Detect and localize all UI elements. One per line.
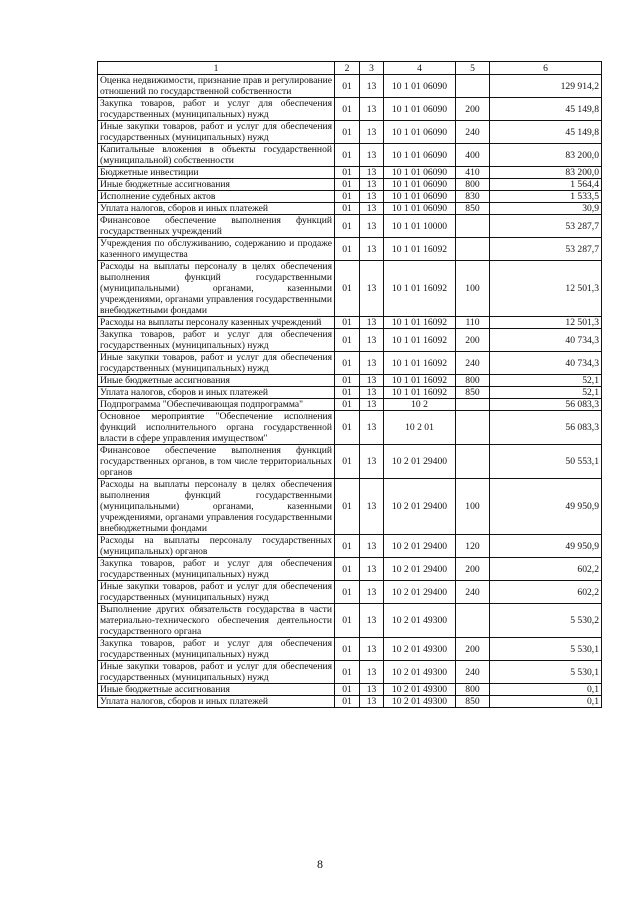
- expense-type-code: 800: [456, 375, 490, 387]
- expense-type-code: 100: [456, 479, 490, 535]
- expense-name: Расходы на выплаты персоналу в целях обеспечения выполнения функций государственными (муниципальными) органами, казенными учреждениями, органами управления государственными внебюджетными фондами: [98, 261, 335, 317]
- header-cell: 5: [456, 62, 490, 75]
- expense-name: Иные закупки товаров, работ и услуг для обеспечения государственных (муниципальных) нужд: [98, 121, 335, 144]
- subsection-code: 13: [360, 399, 384, 411]
- table-row: [98, 696, 602, 708]
- table-row: [98, 604, 602, 638]
- expense-type-code: 110: [456, 317, 490, 329]
- amount: 1 533,5: [490, 191, 602, 203]
- table-row: [98, 479, 602, 535]
- subsection-code: 13: [360, 661, 384, 684]
- expense-name: Уплата налогов, сборов и иных платежей: [98, 387, 335, 399]
- table-row: [98, 144, 602, 167]
- amount: 45 149,8: [490, 98, 602, 121]
- subsection-code: 13: [360, 179, 384, 191]
- expense-type-code: 830: [456, 191, 490, 203]
- section-code: 01: [335, 203, 360, 215]
- expense-name: Учреждения по обслуживанию, содержанию и продаже казенного имущества: [98, 238, 335, 261]
- table-row: [98, 261, 602, 317]
- target-article-code: 10 1 01 06090: [384, 191, 456, 203]
- target-article-code: 10 1 01 06090: [384, 144, 456, 167]
- expense-name: Бюджетные инвестиции: [98, 167, 335, 179]
- section-code: 01: [335, 375, 360, 387]
- section-code: 01: [335, 581, 360, 604]
- table-row: [98, 445, 602, 479]
- amount: 12 501,3: [490, 317, 602, 329]
- expense-name: Основное мероприятие "Обеспечение исполнения функций исполнительного органа государственной власти в сфере управления имуществом": [98, 411, 335, 445]
- expense-type-code: 240: [456, 581, 490, 604]
- amount: 53 287,7: [490, 238, 602, 261]
- expense-type-code: 200: [456, 98, 490, 121]
- table-row: [98, 558, 602, 581]
- table-row: [98, 203, 602, 215]
- amount: 52,1: [490, 387, 602, 399]
- table-row: [98, 191, 602, 203]
- expense-name: Исполнение судебных актов: [98, 191, 335, 203]
- subsection-code: 13: [360, 261, 384, 317]
- subsection-code: 13: [360, 684, 384, 696]
- amount: 30,9: [490, 203, 602, 215]
- expense-name: Закупка товаров, работ и услуг для обеспечения государственных (муниципальных) нужд: [98, 638, 335, 661]
- expense-name: Иные закупки товаров, работ и услуг для обеспечения государственных (муниципальных) нужд: [98, 352, 335, 375]
- subsection-code: 13: [360, 317, 384, 329]
- expense-name: Уплата налогов, сборов и иных платежей: [98, 696, 335, 708]
- expense-type-code: [456, 411, 490, 445]
- subsection-code: 13: [360, 144, 384, 167]
- expense-type-code: 240: [456, 121, 490, 144]
- section-code: 01: [335, 329, 360, 352]
- amount: 129 914,2: [490, 75, 602, 98]
- page-number: 8: [317, 857, 323, 871]
- amount: 52,1: [490, 375, 602, 387]
- section-code: 01: [335, 445, 360, 479]
- target-article-code: 10 1 01 06090: [384, 203, 456, 215]
- expense-name: Капитальные вложения в объекты государственной (муниципальной) собственности: [98, 144, 335, 167]
- amount: 56 083,3: [490, 411, 602, 445]
- target-article-code: 10 2: [384, 399, 456, 411]
- expense-name: Расходы на выплаты персоналу казенных учреждений: [98, 317, 335, 329]
- subsection-code: 13: [360, 411, 384, 445]
- section-code: 01: [335, 535, 360, 558]
- expense-type-code: 850: [456, 696, 490, 708]
- table-row: [98, 638, 602, 661]
- amount: 602,2: [490, 558, 602, 581]
- subsection-code: 13: [360, 75, 384, 98]
- section-code: 01: [335, 75, 360, 98]
- expense-type-code: [456, 604, 490, 638]
- table-row: [98, 535, 602, 558]
- budget-table: [97, 61, 602, 708]
- subsection-code: 13: [360, 215, 384, 238]
- section-code: 01: [335, 411, 360, 445]
- table-row: [98, 329, 602, 352]
- expense-name: Оценка недвижимости, признание прав и регулирование отношений по государственной собственности: [98, 75, 335, 98]
- expense-type-code: [456, 215, 490, 238]
- section-code: 01: [335, 121, 360, 144]
- section-code: 01: [335, 696, 360, 708]
- amount: 5 530,1: [490, 638, 602, 661]
- table-row: [98, 661, 602, 684]
- section-code: 01: [335, 98, 360, 121]
- target-article-code: 10 1 01 16092: [384, 238, 456, 261]
- table-row: [98, 179, 602, 191]
- expense-type-code: [456, 445, 490, 479]
- subsection-code: 13: [360, 329, 384, 352]
- amount: 53 287,7: [490, 215, 602, 238]
- amount: 0,1: [490, 696, 602, 708]
- subsection-code: 13: [360, 121, 384, 144]
- expense-type-code: 850: [456, 387, 490, 399]
- expense-name: Расходы на выплаты персоналу в целях обеспечения выполнения функций государственными (муниципальными) органами, казенными учреждениями, органами управления государственными внебюджетными фондами: [98, 479, 335, 535]
- header-cell: 6: [490, 62, 602, 75]
- section-code: 01: [335, 479, 360, 535]
- header-cell: 2: [335, 62, 360, 75]
- target-article-code: 10 1 01 16092: [384, 317, 456, 329]
- section-code: 01: [335, 352, 360, 375]
- target-article-code: 10 1 01 06090: [384, 179, 456, 191]
- section-code: 01: [335, 387, 360, 399]
- amount: 602,2: [490, 581, 602, 604]
- target-article-code: 10 2 01 29400: [384, 581, 456, 604]
- table-row: [98, 238, 602, 261]
- table-row: [98, 215, 602, 238]
- target-article-code: 10 2 01 29400: [384, 535, 456, 558]
- header-cell: 4: [384, 62, 456, 75]
- section-code: 01: [335, 261, 360, 317]
- amount: 50 553,1: [490, 445, 602, 479]
- expense-type-code: 100: [456, 261, 490, 317]
- section-code: 01: [335, 638, 360, 661]
- expense-type-code: 200: [456, 329, 490, 352]
- expense-name: Закупка товаров, работ и услуг для обеспечения государственных (муниципальных) нужд: [98, 98, 335, 121]
- target-article-code: 10 2 01 49300: [384, 696, 456, 708]
- expense-type-code: [456, 238, 490, 261]
- section-code: 01: [335, 144, 360, 167]
- table-row: [98, 352, 602, 375]
- subsection-code: 13: [360, 238, 384, 261]
- table-row: [98, 399, 602, 411]
- target-article-code: 10 1 01 16092: [384, 261, 456, 317]
- expense-name: Иные бюджетные ассигнования: [98, 179, 335, 191]
- table-row: [98, 121, 602, 144]
- target-article-code: 10 2 01 49300: [384, 604, 456, 638]
- expense-type-code: 120: [456, 535, 490, 558]
- expense-name: Иные закупки товаров, работ и услуг для обеспечения государственных (муниципальных) нужд: [98, 581, 335, 604]
- target-article-code: 10 1 01 06090: [384, 75, 456, 98]
- expense-type-code: 200: [456, 558, 490, 581]
- amount: 12 501,3: [490, 261, 602, 317]
- target-article-code: 10 1 01 16092: [384, 352, 456, 375]
- target-article-code: 10 1 01 16092: [384, 329, 456, 352]
- amount: 1 564,4: [490, 179, 602, 191]
- amount: 83 200,0: [490, 144, 602, 167]
- table-row: [98, 581, 602, 604]
- expense-name: Выполнение других обязательств государства в части материально-технического обеспечения деятельности государственного органа: [98, 604, 335, 638]
- expense-name: Иные закупки товаров, работ и услуг для обеспечения государственных (муниципальных) нужд: [98, 661, 335, 684]
- table-row: [98, 75, 602, 98]
- expense-type-code: [456, 75, 490, 98]
- subsection-code: 13: [360, 191, 384, 203]
- table-row: [98, 375, 602, 387]
- subsection-code: 13: [360, 98, 384, 121]
- target-article-code: 10 1 01 06090: [384, 121, 456, 144]
- expense-name: Уплата налогов, сборов и иных платежей: [98, 203, 335, 215]
- expense-type-code: 410: [456, 167, 490, 179]
- expense-type-code: 800: [456, 179, 490, 191]
- table-row: [98, 387, 602, 399]
- target-article-code: 10 2 01 29400: [384, 445, 456, 479]
- subsection-code: 13: [360, 445, 384, 479]
- section-code: 01: [335, 684, 360, 696]
- section-code: 01: [335, 317, 360, 329]
- section-code: 01: [335, 399, 360, 411]
- table-row: [98, 684, 602, 696]
- subsection-code: 13: [360, 167, 384, 179]
- subsection-code: 13: [360, 581, 384, 604]
- subsection-code: 13: [360, 479, 384, 535]
- amount: 83 200,0: [490, 167, 602, 179]
- header-row: [98, 62, 602, 75]
- target-article-code: 10 1 01 06090: [384, 167, 456, 179]
- target-article-code: 10 2 01 49300: [384, 638, 456, 661]
- amount: 45 149,8: [490, 121, 602, 144]
- table-row: [98, 167, 602, 179]
- section-code: 01: [335, 238, 360, 261]
- target-article-code: 10 1 01 10000: [384, 215, 456, 238]
- expense-name: Закупка товаров, работ и услуг для обеспечения государственных (муниципальных) нужд: [98, 329, 335, 352]
- amount: 40 734,3: [490, 352, 602, 375]
- section-code: 01: [335, 558, 360, 581]
- target-article-code: 10 1 01 16092: [384, 375, 456, 387]
- amount: 5 530,1: [490, 661, 602, 684]
- section-code: 01: [335, 215, 360, 238]
- subsection-code: 13: [360, 638, 384, 661]
- expense-name: Иные бюджетные ассигнования: [98, 375, 335, 387]
- expense-name: Иные бюджетные ассигнования: [98, 684, 335, 696]
- target-article-code: 10 1 01 06090: [384, 98, 456, 121]
- header-cell: 1: [98, 62, 335, 75]
- table-row: [98, 317, 602, 329]
- expense-type-code: [456, 399, 490, 411]
- expense-type-code: 200: [456, 638, 490, 661]
- expense-name: Подпрограмма "Обеспечивающая подпрограмма": [98, 399, 335, 411]
- target-article-code: 10 2 01 49300: [384, 684, 456, 696]
- subsection-code: 13: [360, 203, 384, 215]
- amount: 56 083,3: [490, 399, 602, 411]
- subsection-code: 13: [360, 387, 384, 399]
- subsection-code: 13: [360, 535, 384, 558]
- expense-name: Расходы на выплаты персоналу государственных (муниципальных) органов: [98, 535, 335, 558]
- section-code: 01: [335, 191, 360, 203]
- target-article-code: 10 1 01 16092: [384, 387, 456, 399]
- subsection-code: 13: [360, 375, 384, 387]
- expense-name: Финансовое обеспечение выполнения функций государственных учреждений: [98, 215, 335, 238]
- expense-name: Финансовое обеспечение выполнения функций государственных органов, в том числе территориальных органов: [98, 445, 335, 479]
- subsection-code: 13: [360, 696, 384, 708]
- subsection-code: 13: [360, 352, 384, 375]
- target-article-code: 10 2 01 29400: [384, 558, 456, 581]
- amount: 49 950,9: [490, 479, 602, 535]
- target-article-code: 10 2 01: [384, 411, 456, 445]
- section-code: 01: [335, 604, 360, 638]
- amount: 49 950,9: [490, 535, 602, 558]
- expense-name: Закупка товаров, работ и услуг для обеспечения государственных (муниципальных) нужд: [98, 558, 335, 581]
- target-article-code: 10 2 01 29400: [384, 479, 456, 535]
- amount: 40 734,3: [490, 329, 602, 352]
- amount: 0,1: [490, 684, 602, 696]
- budget-table-container: [97, 61, 602, 708]
- table-row: [98, 411, 602, 445]
- expense-type-code: 240: [456, 352, 490, 375]
- header-cell: 3: [360, 62, 384, 75]
- section-code: 01: [335, 661, 360, 684]
- section-code: 01: [335, 179, 360, 191]
- subsection-code: 13: [360, 558, 384, 581]
- expense-type-code: 240: [456, 661, 490, 684]
- expense-type-code: 800: [456, 684, 490, 696]
- target-article-code: 10 2 01 49300: [384, 661, 456, 684]
- table-row: [98, 98, 602, 121]
- section-code: 01: [335, 167, 360, 179]
- subsection-code: 13: [360, 604, 384, 638]
- expense-type-code: 400: [456, 144, 490, 167]
- expense-type-code: 850: [456, 203, 490, 215]
- amount: 5 530,2: [490, 604, 602, 638]
